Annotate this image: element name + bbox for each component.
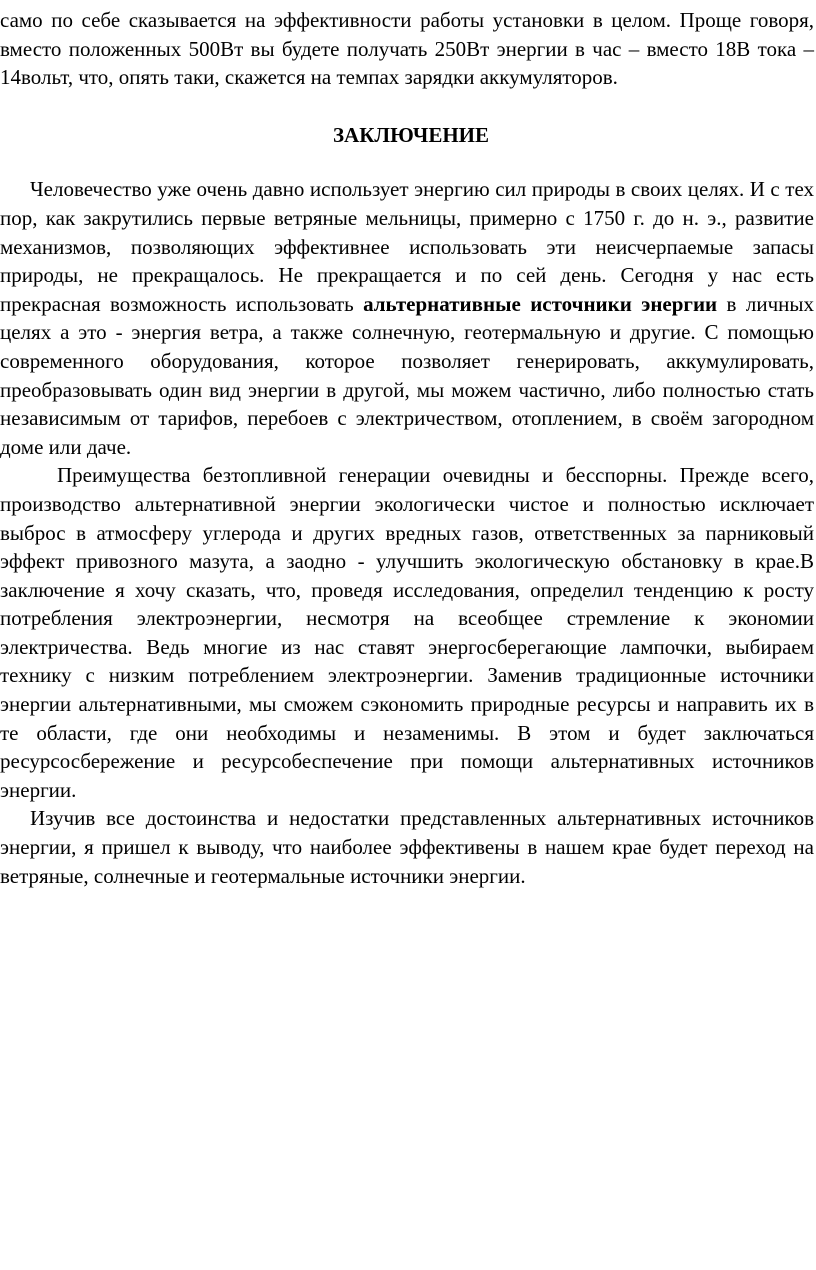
paragraph-2: Преимущества безтопливной генерации очевидны и бесспорны. Прежде всего, производство альтернативной энергии экологически чистое и полностью исключает выброс в атмосферу углерода и других вредных газов, ответственных за парниковый эффект привозного мазута, а заодно - улучшить экологическую обстановку в крае.В заключение я хочу сказать, что, проведя исследования, определил тенденцию к росту потребления электроэнергии, несмотря на всеобщее стремление к экономии электричества. Ведь многие из нас ставят энергосберегающие лампочки, выбираем технику с низким потреблением электроэнергии. Заменив традиционные источники энергии альтернативными, мы сможем сэкономить природные ресурсы и направить их в те области, где они необходимы и незаменимы. В этом и будет заключаться ресурсосбережение и ресурсобеспечение при помощи альтернативных источников энергии. (0, 463, 814, 802)
paragraph-1-bold-phrase: альтернативные источники энергии (363, 291, 718, 316)
paragraph-1-text-end: в личных целях а это - энергия ветра, а также солнечную, геотермальную и другие. С помощью современного оборудования, которое позволяет генерировать, аккумулировать, преобразовывать один вид энергии в другой, мы можем частично, либо полностью стать независимым от тарифов, перебоев с электричеством, отоплением, в своём загородном доме или даче. (0, 291, 814, 459)
paragraph-3: Изучив все достоинства и недостатки представленных альтернативных источников энергии, я пришел к выводу, что наиболее эффективены в нашем крае будет переход на ветряные, солнечные и геотермальные источники энергии. (0, 806, 814, 888)
paragraph-1-text-start: Человечество уже очень давно использует энергию сил природы в своих целях. И с тех пор, как закрутились первые ветряные мельницы, примерно с 1750 г. до н. э., развитие механизмов, позволяющих эффективнее использовать эти неисчерпаемые запасы природы, не прекращалось. Не прекращается и по сей день. Сегодня у нас есть прекрасная возможность использовать (0, 177, 814, 316)
section-heading: ЗАКЛЮЧЕНИЕ (332, 122, 490, 147)
intro-paragraph: само по себе сказывается на эффективности работы установки в целом. Проще говоря, вместо положенных 500Вт вы будете получать 250Вт энергии в час – вместо 18В тока – 14вольт, что, опять таки, скажется на темпах зарядки аккумуляторов. (0, 8, 814, 90)
paragraph-1 (0, 175, 814, 461)
